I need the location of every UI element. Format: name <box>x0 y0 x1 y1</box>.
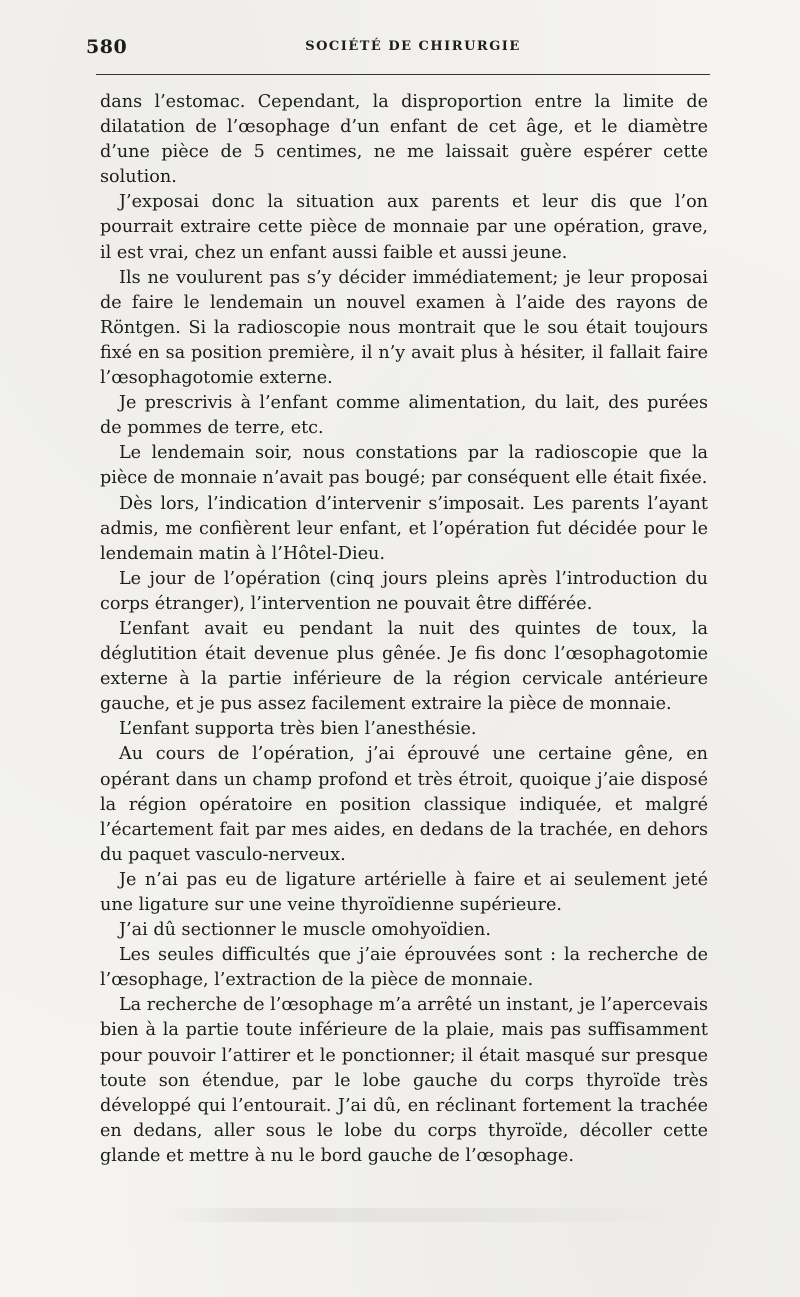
running-head <box>86 36 710 60</box>
body-text <box>100 90 708 1169</box>
journal-title: SOCIÉTÉ DE CHIRURGIE <box>305 39 521 54</box>
paragraph: J’ai dû sectionner le muscle omohyoïdien. <box>119 920 491 941</box>
paragraph: Le lendemain soir, nous constations par la radioscopie que la pièce de monnaie n’avait pas bougé; par conséquent elle était fixée. <box>100 443 708 489</box>
paragraph: Les seules difficultés que j’aie éprouvées sont : la recherche de l’œsophage, l’extraction de la pièce de monnaie. <box>100 945 708 991</box>
paragraph: Je n’ai pas eu de ligature artérielle à faire et ai seulement jeté une ligature sur une veine thyroïdienne supérieure. <box>100 869 708 915</box>
paragraph: Le jour de l’opération (cinq jours pleins après l’introduction du corps étranger), l’intervention ne pouvait être différée. <box>100 568 708 614</box>
paragraph: dans l’estomac. Cependant, la disproportion entre la limite de dilatation de l’œsophage d’un enfant de cet âge, et le diamètre d’une pièce de 5 centimes, ne me laissait guère espérer cette solution. <box>100 92 708 188</box>
bleed-through-smudge <box>160 1208 680 1222</box>
paragraph: Dès lors, l’indication d’intervenir s’imposait. Les parents l’ayant admis, me confièrent leur enfant, et l’opération fut décidée pour le lendemain matin à l’Hôtel-Dieu. <box>100 493 708 564</box>
paragraph: J’exposai donc la situation aux parents et leur dis que l’on pourrait extraire cette pièce de monnaie par une opération, grave, il est vrai, chez un enfant aussi faible et aussi jeune. <box>100 192 708 263</box>
paragraph: Je prescrivis à l’enfant comme alimentation, du lait, des purées de pommes de terre, etc. <box>100 393 708 439</box>
paragraph: L’enfant supporta très bien l’anesthésie. <box>119 719 477 740</box>
paragraph: L’enfant avait eu pendant la nuit des quintes de toux, la déglutition était devenue plus gênée. Je fis donc l’œsophagotomie externe à la partie inférieure de la région cervicale antérieure gauche, et je pus assez facilement extraire la pièce de monnaie. <box>100 618 708 715</box>
paragraph: Au cours de l’opération, j’ai éprouvé une certaine gêne, en opérant dans un champ profond et très étroit, quoique j’aie disposé la région opératoire en position classique indiquée, et malgré l’écartement fait par mes aides, en dedans de la trachée, en dehors du paquet vasculo-nerveux. <box>100 744 708 865</box>
page-number: 580 <box>86 36 128 58</box>
header-rule <box>96 74 710 75</box>
paragraph: Ils ne voulurent pas s’y décider immédiatement; je leur proposai de faire le lendemain un nouvel examen à l’aide des rayons de Röntgen. Si la radioscopie nous montrait que le sou était toujours fixé en sa position première, il n’y avait plus à hésiter, il fallait faire l’œsophagotomie externe. <box>100 267 708 389</box>
paragraph: La recherche de l’œsophage m’a arrêté un instant, je l’apercevais bien à la partie toute inférieure de la plaie, mais pas suffisamment pour pouvoir l’attirer et le ponctionner; il était masqué sur presque toute son étendue, par le lobe gauche du corps thyroïde très développé qui l’entourait. J’ai dû, en réclinant fortement la trachée en dedans, aller sous le lobe du corps thyroïde, décoller cette glande et mettre à nu le bord gauche de l’œsophage. <box>100 995 708 1166</box>
